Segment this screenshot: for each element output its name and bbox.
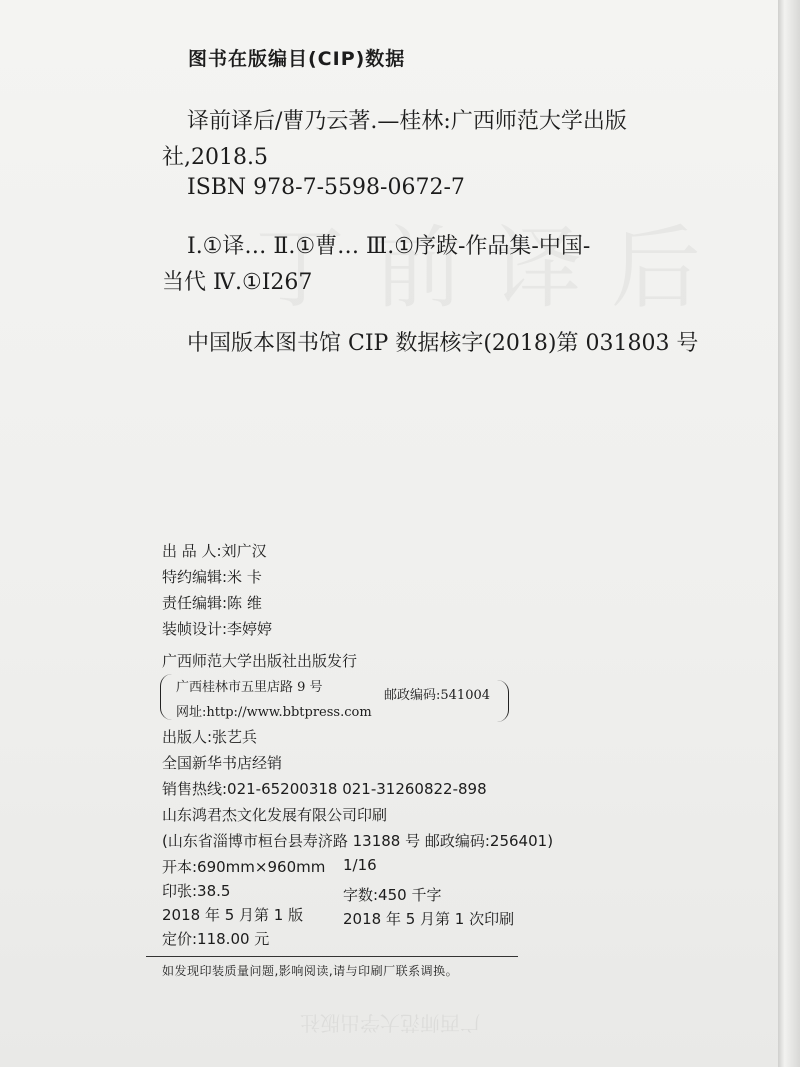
- imprint-editor: 责任编辑:陈 维: [162, 594, 262, 612]
- show-through-text-bottom: 广西师范大学出版社: [300, 1011, 480, 1035]
- imprint-printer: 山东鸿君杰文化发展有限公司印刷: [162, 806, 388, 824]
- cip-bibliographic-line: 译前译后/曹乃云著.—桂林:广西师范大学出版: [187, 109, 627, 134]
- imprint-hotline: 销售热线:021-65200318 021-31260822-898: [162, 780, 487, 798]
- address-bracket-open: [160, 674, 173, 720]
- imprint-format: 开本:690mm×960mm: [162, 858, 326, 876]
- imprint-website: 网址:http://www.bbtpress.com: [176, 705, 372, 720]
- imprint-word-count: 字数:450 千字: [343, 886, 442, 904]
- quality-notice: 如发现印装质量问题,影响阅读,请与印刷厂联系调换。: [162, 964, 459, 978]
- page-edge: [778, 0, 800, 1067]
- cip-isbn: ISBN 978-7-5598-0672-7: [187, 175, 465, 200]
- imprint-edition: 2018 年 5 月第 1 版: [162, 906, 304, 924]
- imprint-sheets: 印张:38.5: [162, 882, 231, 900]
- imprint-printer-address: (山东省淄博市桓台县寿济路 13188 号 邮政编码:256401): [162, 832, 554, 850]
- cip-subject-line: Ⅰ.①译… Ⅱ.①曹… Ⅲ.①序跋-作品集-中国-: [187, 234, 591, 259]
- imprint-producer: 出 品 人:刘广汉: [162, 542, 267, 560]
- imprint-publisher: 广西师范大学出版社出版发行: [162, 652, 358, 670]
- show-through-text: [255, 195, 701, 325]
- imprint-special-editor: 特约编辑:米 卡: [162, 568, 262, 586]
- imprint-publisher-person: 出版人:张艺兵: [162, 728, 258, 746]
- imprint-distributor: 全国新华书店经销: [162, 754, 283, 772]
- divider-line: [146, 956, 518, 957]
- cip-publication-date: 社,2018.5: [162, 145, 268, 170]
- imprint-price: 定价:118.00 元: [162, 930, 270, 948]
- cip-record-number: 中国版本图书馆 CIP 数据核字(2018)第 031803 号: [187, 331, 699, 356]
- imprint-postcode: 邮政编码:541004: [384, 688, 491, 703]
- cip-subject-line-2: 当代 Ⅳ.①I267: [162, 270, 313, 295]
- address-bracket-close: [496, 680, 509, 722]
- imprint-designer: 装帧设计:李婷婷: [162, 620, 273, 638]
- imprint-format-fraction: 1/16: [343, 856, 377, 874]
- imprint-address: 广西桂林市五里店路 9 号: [176, 680, 323, 695]
- imprint-printing: 2018 年 5 月第 1 次印刷: [343, 910, 515, 928]
- cip-heading: 图书在版编目(CIP)数据: [188, 48, 406, 70]
